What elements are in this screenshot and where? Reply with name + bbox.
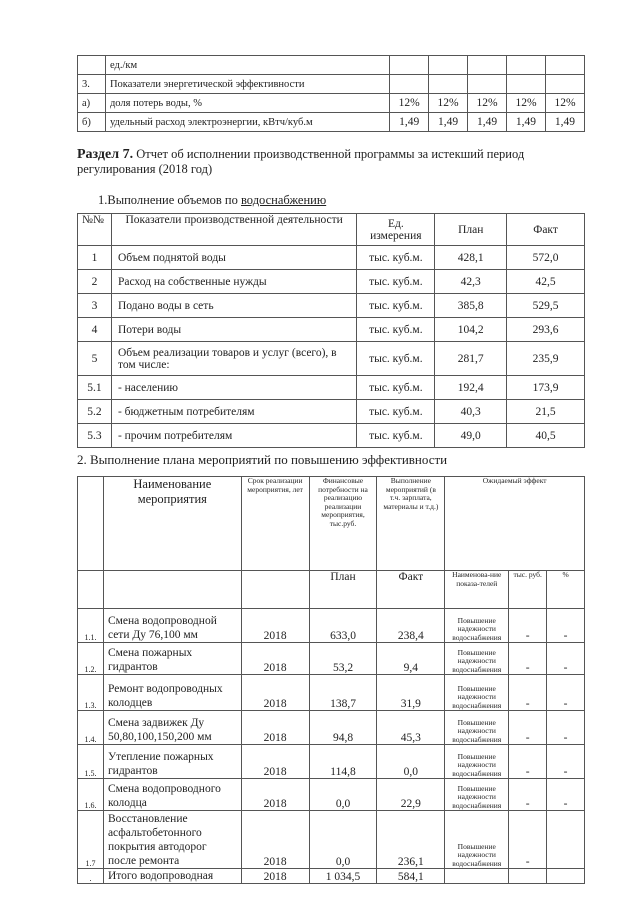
effect-cell: Повышение надежности водоснабжения xyxy=(445,643,509,675)
value-cell xyxy=(429,56,468,75)
year-cell: 2018 xyxy=(241,869,309,884)
table-header-row xyxy=(78,477,585,571)
row-number: 4 xyxy=(78,318,112,342)
unit-cell: тыс. куб.м. xyxy=(357,342,435,376)
value-cell: 12% xyxy=(545,94,584,113)
row-number: 2 xyxy=(78,270,112,294)
row-label: доля потерь воды, % xyxy=(105,94,389,113)
table-row xyxy=(78,56,585,75)
rub-cell: - xyxy=(509,711,547,745)
row-index: 1.3. xyxy=(78,675,104,711)
effect-cell: Повышение надежности водоснабжения xyxy=(445,745,509,779)
table-row xyxy=(78,113,585,132)
water-volume-table xyxy=(77,213,585,448)
fact-cell: 173,9 xyxy=(507,376,585,400)
effect-cell: Повышение надежности водоснабжения xyxy=(445,675,509,711)
row-number xyxy=(78,56,106,75)
measure-name: Восстановление асфальтобетонного покрытия автодорог после ремонта xyxy=(103,811,241,869)
indicator-name: Расход на собственные нужды xyxy=(111,270,356,294)
column-header: План xyxy=(309,571,377,609)
column-header: Показатели производственной деятельности xyxy=(111,214,356,246)
column-header: Ед. измерения xyxy=(357,214,435,246)
measure-name: Смена пожарных гидрантов xyxy=(103,643,241,675)
indicator-name: - бюджетным потребителям xyxy=(111,400,356,424)
table-row xyxy=(78,400,585,424)
year-cell: 2018 xyxy=(241,609,309,643)
table-row xyxy=(78,294,585,318)
measure-name: Смена задвижек Ду 50,80,100,150,200 мм xyxy=(103,711,241,745)
fact-cell: 238,4 xyxy=(377,609,445,643)
table-row xyxy=(78,675,585,711)
value-cell xyxy=(545,75,584,94)
rub-cell: - xyxy=(509,675,547,711)
plan-cell: 1 034,5 xyxy=(309,869,377,884)
unit-cell: тыс. куб.м. xyxy=(357,400,435,424)
fact-cell: 293,6 xyxy=(507,318,585,342)
value-cell: 1,49 xyxy=(468,113,507,132)
unit-cell: тыс. куб.м. xyxy=(357,376,435,400)
measure-name: Ремонт водопроводных колодцев xyxy=(103,675,241,711)
unit-cell: тыс. куб.м. xyxy=(357,294,435,318)
empty-cell xyxy=(241,571,309,609)
fact-cell: 236,1 xyxy=(377,811,445,869)
rub-cell: - xyxy=(509,811,547,869)
row-index: 1.6. xyxy=(78,779,104,811)
plan-cell: 94,8 xyxy=(309,711,377,745)
rub-cell: - xyxy=(509,643,547,675)
column-header: Срок реализации мероприятия, лет xyxy=(241,477,309,571)
rub-cell xyxy=(509,869,547,884)
plan-cell: 42,3 xyxy=(435,270,507,294)
value-cell xyxy=(390,75,429,94)
empty-cell xyxy=(78,571,104,609)
measure-name: Смена водопроводной сети Ду 76,100 мм xyxy=(103,609,241,643)
row-number: 1 xyxy=(78,246,112,270)
fact-cell: 40,5 xyxy=(507,424,585,448)
efficiency-measures-table xyxy=(77,476,585,884)
fact-cell: 0,0 xyxy=(377,745,445,779)
subsection-underlined: водоснабжению xyxy=(240,193,327,207)
rub-cell: - xyxy=(509,779,547,811)
row-index: 1.1. xyxy=(78,609,104,643)
row-number: 5.1 xyxy=(78,376,112,400)
fact-cell: 42,5 xyxy=(507,270,585,294)
value-cell: 12% xyxy=(468,94,507,113)
pct-cell: - xyxy=(547,779,585,811)
row-number: 5 xyxy=(78,342,112,376)
energy-indicators-table xyxy=(77,55,585,132)
plan-cell: 138,7 xyxy=(309,675,377,711)
efficiency-measures-body xyxy=(78,609,585,884)
table-row xyxy=(78,745,585,779)
subsection-title: 2. Выполнение плана мероприятий по повышению эффективности xyxy=(77,452,448,467)
plan-cell: 104,2 xyxy=(435,318,507,342)
table-row xyxy=(78,94,585,113)
value-cell: 12% xyxy=(390,94,429,113)
effect-cell: Повышение надежности водоснабжения xyxy=(445,811,509,869)
value-cell: 1,49 xyxy=(390,113,429,132)
plan-cell: 428,1 xyxy=(435,246,507,270)
indicator-name: Объем поднятой воды xyxy=(111,246,356,270)
pct-cell: - xyxy=(547,711,585,745)
year-cell: 2018 xyxy=(241,811,309,869)
pct-cell: - xyxy=(547,643,585,675)
indicator-name: Объем реализации товаров и услуг (всего), в том числе: xyxy=(111,342,356,376)
plan-cell: 49,0 xyxy=(435,424,507,448)
row-number: 5.3 xyxy=(78,424,112,448)
year-cell: 2018 xyxy=(241,675,309,711)
column-header: Финансовые потребности на реализацию реализации мероприятия, тыс.руб. xyxy=(309,477,377,571)
year-cell: 2018 xyxy=(241,745,309,779)
effect-cell: Повышение надежности водоснабжения xyxy=(445,711,509,745)
row-index: 1.2. xyxy=(78,643,104,675)
value-cell xyxy=(507,75,546,94)
empty-cell xyxy=(103,571,241,609)
column-header: №№ xyxy=(78,214,112,246)
value-cell xyxy=(468,56,507,75)
column-header: Факт xyxy=(507,214,585,246)
unit-cell: тыс. куб.м. xyxy=(357,246,435,270)
value-cell xyxy=(545,56,584,75)
fact-cell: 529,5 xyxy=(507,294,585,318)
indicator-name: Подано воды в сеть xyxy=(111,294,356,318)
plan-cell: 633,0 xyxy=(309,609,377,643)
unit-cell: тыс. куб.м. xyxy=(357,318,435,342)
row-label: удельный расход электроэнергии, кВтч/куб.м xyxy=(105,113,389,132)
unit-cell: тыс. куб.м. xyxy=(357,424,435,448)
indicator-name: - населению xyxy=(111,376,356,400)
year-cell: 2018 xyxy=(241,711,309,745)
value-cell xyxy=(507,56,546,75)
column-header: Наименование мероприятия xyxy=(103,477,241,571)
row-label: ед./км xyxy=(105,56,389,75)
column-header: План xyxy=(435,214,507,246)
row-number: 5.2 xyxy=(78,400,112,424)
section-title: Отчет об исполнении производственной программы за истекший период регулирования (2018 год) xyxy=(77,147,525,176)
pct-cell: - xyxy=(547,675,585,711)
pct-cell: - xyxy=(547,609,585,643)
index-header xyxy=(78,477,104,571)
column-header: % xyxy=(547,571,585,609)
year-cell: 2018 xyxy=(241,779,309,811)
column-header: Выполнение мероприятий (в т.ч. зарплата, материалы и т.д.) xyxy=(377,477,445,571)
indicator-name: Потери воды xyxy=(111,318,356,342)
section-heading xyxy=(77,147,597,177)
table-row xyxy=(78,779,585,811)
energy-indicators-body xyxy=(78,56,585,132)
plan-cell: 40,3 xyxy=(435,400,507,424)
value-cell: 1,49 xyxy=(545,113,584,132)
table-row xyxy=(78,318,585,342)
subsection-title xyxy=(98,193,326,208)
plan-cell: 0,0 xyxy=(309,811,377,869)
row-label: Показатели энергетической эффективности xyxy=(105,75,389,94)
plan-cell: 53,2 xyxy=(309,643,377,675)
effect-cell: Повышение надежности водоснабжения xyxy=(445,779,509,811)
effect-cell xyxy=(445,869,509,884)
fact-cell: 572,0 xyxy=(507,246,585,270)
table-row xyxy=(78,424,585,448)
rub-cell: - xyxy=(509,609,547,643)
table-subheader-row xyxy=(78,571,585,609)
fact-cell: 21,5 xyxy=(507,400,585,424)
row-index: 1.7 xyxy=(78,811,104,869)
table-header-row xyxy=(78,214,585,246)
water-volume-body xyxy=(78,246,585,448)
fact-cell: 22,9 xyxy=(377,779,445,811)
fact-cell: 9,4 xyxy=(377,643,445,675)
unit-cell: тыс. куб.м. xyxy=(357,270,435,294)
fact-cell: 31,9 xyxy=(377,675,445,711)
table-row xyxy=(78,609,585,643)
column-header: Наименова-ние показа-телей xyxy=(445,571,509,609)
value-cell xyxy=(429,75,468,94)
table-row xyxy=(78,869,585,884)
fact-cell: 584,1 xyxy=(377,869,445,884)
table-row xyxy=(78,811,585,869)
column-header: Ожидаемый эффект xyxy=(445,477,585,571)
fact-cell: 45,3 xyxy=(377,711,445,745)
plan-cell: 385,8 xyxy=(435,294,507,318)
table-row xyxy=(78,75,585,94)
table-row xyxy=(78,270,585,294)
plan-cell: 281,7 xyxy=(435,342,507,376)
table-row xyxy=(78,643,585,675)
row-number: б) xyxy=(78,113,106,132)
year-cell: 2018 xyxy=(241,643,309,675)
pct-cell: - xyxy=(547,745,585,779)
measure-name: Утепление пожарных гидрантов xyxy=(103,745,241,779)
value-cell: 1,49 xyxy=(429,113,468,132)
table-row xyxy=(78,246,585,270)
measure-name: Итого водопроводная xyxy=(103,869,241,884)
column-header: тыс. руб. xyxy=(509,571,547,609)
row-index: 1.4. xyxy=(78,711,104,745)
fact-cell: 235,9 xyxy=(507,342,585,376)
pct-cell xyxy=(547,869,585,884)
rub-cell: - xyxy=(509,745,547,779)
value-cell: 12% xyxy=(429,94,468,113)
plan-cell: 0,0 xyxy=(309,779,377,811)
row-number: 3 xyxy=(78,294,112,318)
row-number: а) xyxy=(78,94,106,113)
indicator-name: - прочим потребителям xyxy=(111,424,356,448)
table-row xyxy=(78,342,585,376)
measure-name: Смена водопроводного колодца xyxy=(103,779,241,811)
pct-cell xyxy=(547,811,585,869)
value-cell xyxy=(390,56,429,75)
value-cell: 12% xyxy=(507,94,546,113)
value-cell: 1,49 xyxy=(507,113,546,132)
section-number: Раздел 7. xyxy=(77,147,134,162)
effect-cell: Повышение надежности водоснабжения xyxy=(445,609,509,643)
plan-cell: 114,8 xyxy=(309,745,377,779)
row-index: 1.5. xyxy=(78,745,104,779)
table-row xyxy=(78,376,585,400)
row-index: . xyxy=(78,869,104,884)
row-number: 3. xyxy=(78,75,106,94)
table-row xyxy=(78,711,585,745)
value-cell xyxy=(468,75,507,94)
subsection-text: 1.Выполнение объемов по xyxy=(98,193,241,207)
column-header: Факт xyxy=(377,571,445,609)
plan-cell: 192,4 xyxy=(435,376,507,400)
